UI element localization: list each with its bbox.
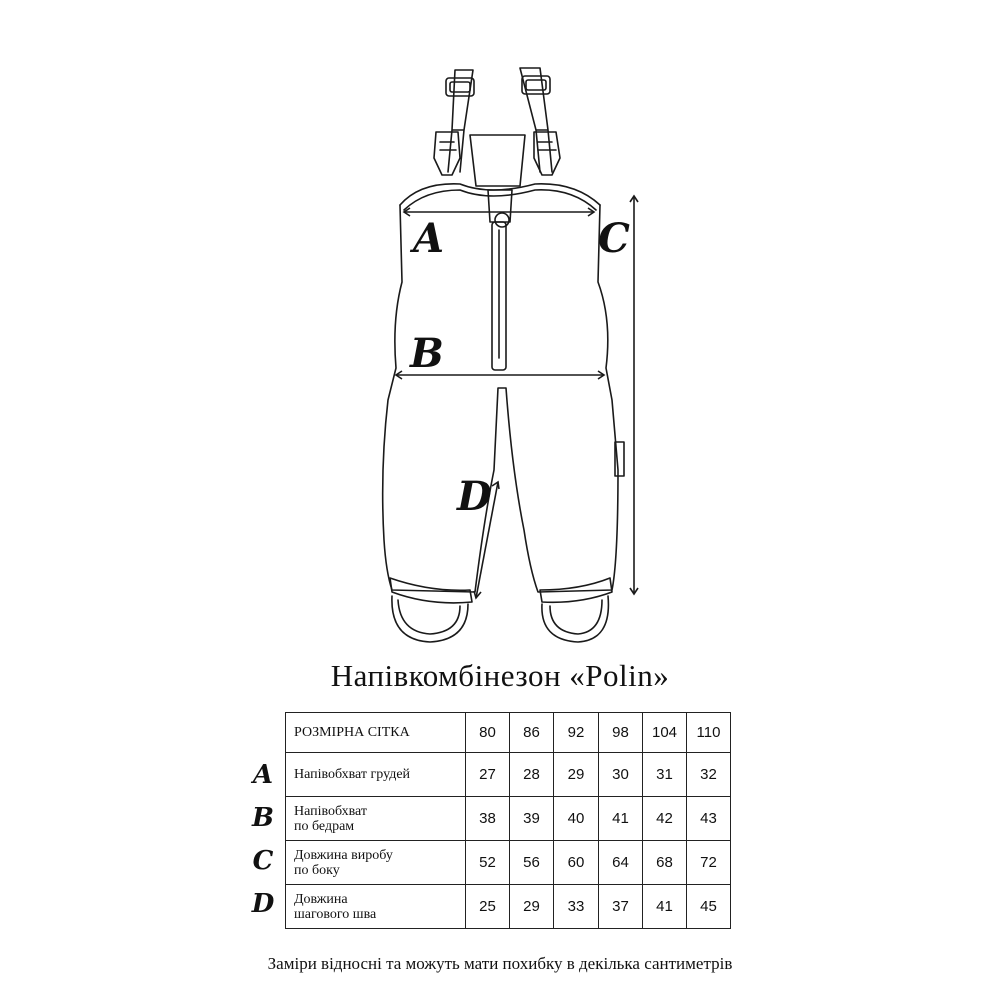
page-title: Напівкомбінезон «Polin»: [330, 658, 670, 693]
label-line: Напівобхват: [294, 803, 368, 819]
size-98: 98: [599, 713, 643, 753]
table-cell: 28: [510, 753, 554, 797]
row-letter-d: D: [251, 889, 275, 919]
left-buckle: [434, 132, 460, 175]
footnote: Заміри відносні та можуть мати похибку в декілька сантиметрів: [267, 954, 733, 973]
table-header-row: [286, 713, 731, 753]
table-cell: 52: [466, 841, 510, 885]
table-row: [286, 841, 731, 885]
table-cell: 41: [599, 797, 643, 841]
table-cell: 39: [510, 797, 554, 841]
table-cell: 43: [687, 797, 731, 841]
table-cell: 60: [554, 841, 599, 885]
table-cell: 32: [687, 753, 731, 797]
measure-letter-d: D: [457, 473, 492, 520]
row-letter-c: C: [252, 846, 274, 876]
label-line: по боку: [294, 862, 340, 878]
size-80: 80: [466, 713, 510, 753]
table-row: [286, 753, 731, 797]
body-outline: [383, 205, 618, 592]
right-strap: [520, 68, 552, 172]
header-label: РОЗМІРНА СІТКА: [286, 713, 466, 753]
row-label-chest: Напівобхват грудей: [286, 753, 466, 797]
table-row: [286, 797, 731, 841]
table-cell: 42: [643, 797, 687, 841]
table-cell: 25: [466, 885, 510, 929]
size-86: 86: [510, 713, 554, 753]
size-chart-table: [285, 712, 731, 929]
table-cell: 41: [643, 885, 687, 929]
row-label-inseam: [286, 885, 466, 929]
row-letter-b: B: [252, 803, 274, 833]
size-104: 104: [643, 713, 687, 753]
table-cell: 31: [643, 753, 687, 797]
table-cell: 38: [466, 797, 510, 841]
table-cell: 27: [466, 753, 510, 797]
row-label-side-length: [286, 841, 466, 885]
table-cell: 45: [687, 885, 731, 929]
table-cell: 64: [599, 841, 643, 885]
size-110: 110: [687, 713, 731, 753]
measure-letter-c: C: [598, 215, 630, 262]
label-line: шагового шва: [294, 906, 377, 922]
label-line: Довжина: [294, 891, 348, 907]
label-line: по бедрам: [294, 818, 355, 834]
label-line: Довжина виробу: [294, 847, 393, 863]
size-92: 92: [554, 713, 599, 753]
row-letter-a: A: [252, 760, 274, 790]
table-cell: 68: [643, 841, 687, 885]
table-cell: 29: [510, 885, 554, 929]
table-cell: 30: [599, 753, 643, 797]
measure-letter-b: B: [410, 330, 444, 377]
row-label-hips: [286, 797, 466, 841]
table-cell: 56: [510, 841, 554, 885]
table-row: [286, 885, 731, 929]
table-cell: 33: [554, 885, 599, 929]
measure-letter-a: A: [413, 215, 445, 262]
table-cell: 29: [554, 753, 599, 797]
table-cell: 40: [554, 797, 599, 841]
table-cell: 72: [687, 841, 731, 885]
table-cell: 37: [599, 885, 643, 929]
